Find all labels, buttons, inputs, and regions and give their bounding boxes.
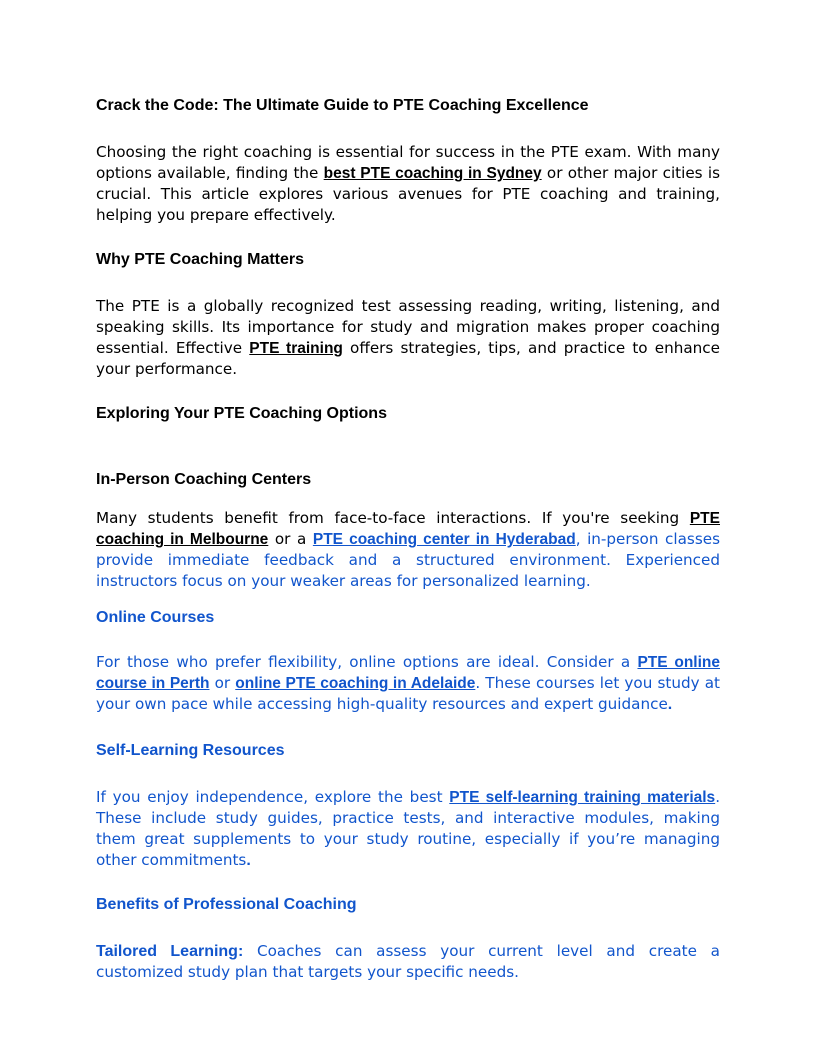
self-text-3: . [246,852,251,869]
self-learning-paragraph [96,787,720,871]
online-paragraph [96,652,720,715]
why-heading: Why PTE Coaching Matters [96,251,305,268]
hyderabad-center-link[interactable]: PTE coaching center in Hyderabad [312,531,576,548]
why-text-2: offers strategies, tips, and practice to enhance your performance. [96,339,720,378]
adelaide-coaching-link[interactable]: online PTE coaching in Adelaide [235,675,476,692]
online-text-1: For those who prefer flexibility, online options are ideal. Consider a [96,653,638,671]
self-text-1: If you enjoy independence, explore the best [96,788,450,806]
self-text-2: . These include study guides, practice tests, and interactive modules, making them great supplements to your study routine, especially if you’re managing other commitments [96,788,721,869]
perth-course-link[interactable]: PTE online course in Perth [96,654,720,692]
online-text-4: . [667,696,673,713]
intro-text-2: or other major cities is crucial. This article explores various avenues for PTE coaching and training, helping you prepare effectively. [96,164,720,224]
in-person-text-3: , in-person classes provide immediate feedback and a structured environment. Experienced instructors focus on your weaker areas for personalized learning. [96,530,721,590]
online-heading: Online Courses [96,609,215,626]
online-text-3: . These courses let you study at your own pace while accessing high-quality resources and expert guidance [96,674,720,713]
in-person-heading: In-Person Coaching Centers [96,471,312,488]
why-text-1: The PTE is a globally recognized test assessing reading, writing, listening, and speaking skills. Its importance for study and migration makes proper coaching essential. Effective [96,297,720,357]
self-learning-heading: Self-Learning Resources [96,742,285,759]
pte-training-link[interactable]: PTE training [249,340,343,357]
why-paragraph [96,296,720,380]
online-text-2: or [209,674,236,692]
tailored-learning-label: Tailored Learning: [96,943,244,960]
melbourne-coaching-link[interactable]: PTE coaching in Melbourne [96,510,720,548]
tailored-learning-text: Coaches can assess your current level and create a customized study plan that targets your specific needs. [96,942,720,981]
document-page [96,96,720,983]
tailored-learning-paragraph [96,941,720,983]
intro-paragraph [96,142,720,226]
sydney-coaching-link[interactable]: best PTE coaching in Sydney [323,165,542,182]
self-learning-materials-link[interactable]: PTE self-learning training materials [449,789,716,806]
intro-text-1: Choosing the right coaching is essential for success in the PTE exam. With many options available, finding the [96,143,720,182]
benefits-heading: Benefits of Professional Coaching [96,896,357,913]
in-person-paragraph [96,508,720,592]
in-person-text-2: or a [268,530,313,548]
in-person-text-1: Many students benefit from face-to-face interactions. If you're seeking [96,509,690,527]
page-title: Crack the Code: The Ultimate Guide to PTE Coaching Excellence [96,97,589,114]
options-heading: Exploring Your PTE Coaching Options [96,405,387,422]
